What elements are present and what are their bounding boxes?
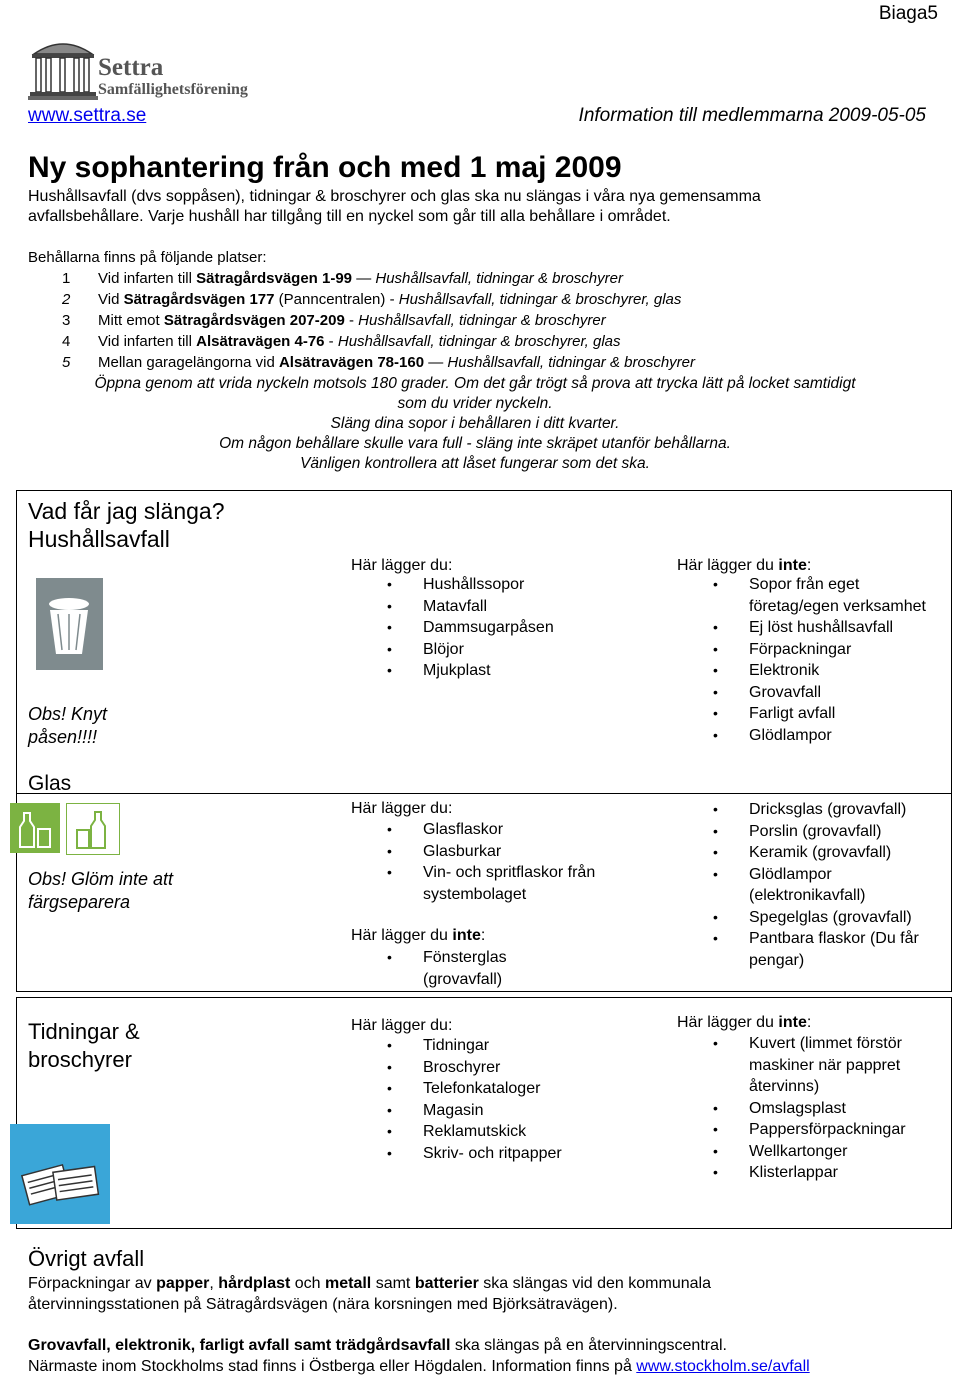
- glass-note: Obs! Glöm inte att färgseparera: [28, 869, 174, 912]
- list-item: • Grovavfall: [677, 682, 937, 704]
- website-link[interactable]: www.settra.se: [28, 105, 147, 126]
- stockholm-avfall-link[interactable]: www.stockholm.se/avfall: [636, 1358, 810, 1375]
- list-item: • Skriv- och ritpapper: [351, 1143, 621, 1165]
- paper-yes-list: [351, 1035, 621, 1164]
- list-item: • Mjukplast: [351, 660, 631, 682]
- list-item: • Glasflaskor: [351, 819, 621, 841]
- list-item: • Omslagsplast: [677, 1098, 947, 1120]
- household-no-list: [677, 574, 937, 746]
- location-item: 1 Vid infarten till Sätragårdsvägen 1-99 — Hushållsavfall, tidningar & broschyrer: [62, 270, 623, 287]
- glass-no-inline-list: [351, 947, 551, 990]
- locations-heading: Behållarna finns på följande platser:: [28, 249, 267, 266]
- glass-title: Glas: [28, 772, 72, 795]
- glass-no-list: [677, 799, 937, 971]
- newspaper-icon: [10, 1124, 110, 1224]
- household-note: Obs! Knyt påsen!!!!: [28, 704, 108, 747]
- glass-no-heading-inline: Här lägger du inte:: [351, 927, 486, 944]
- list-item: • Broschyrer: [351, 1057, 621, 1079]
- sorting-question: Vad får jag slänga?: [28, 498, 225, 524]
- list-item: • Glödlampor: [677, 725, 937, 747]
- paper-title: Tidningar & broschyrer: [28, 1019, 140, 1072]
- list-item: • Blöjor: [351, 639, 631, 661]
- list-item: • Glödlampor (elektronikavfall): [677, 864, 937, 907]
- trash-can-icon: [36, 578, 103, 670]
- household-no-heading: Här lägger du inte:: [677, 557, 812, 574]
- other-title: Övrigt avfall: [28, 1246, 145, 1271]
- intro-line-2: avfallsbehållare. Varje hushåll har tillgång till en nyckel som går till alla behållare i området.: [28, 208, 671, 225]
- paper-no-heading: Här lägger du inte:: [677, 1014, 812, 1031]
- list-item: • Pappersförpackningar: [677, 1119, 947, 1141]
- list-item: • Reklamutskick: [351, 1121, 621, 1143]
- instructions: Öppna genom att vrida nyckeln motsols 180 grader. Om det går trögt så prova att trycka lätt på locket samtidigt som du vrider nyckeln. Släng dina sopor i behållaren i ditt kvarter. Om någon behållare skulle vara full - släng inte skräpet utanför behållarna. Vänligen kontrollera att låset fungerar som det ska.: [94, 375, 856, 472]
- list-item: • Tidningar: [351, 1035, 621, 1057]
- list-item: • Sopor från eget företag/egen verksamhet: [677, 574, 937, 617]
- logo-name: Settra: [98, 54, 164, 81]
- intro-line-1: Hushållsavfall (dvs soppåsen), tidningar & broschyrer och glas ska nu slängas i våra nya gemensamma: [28, 188, 761, 205]
- settra-logo: [28, 32, 268, 104]
- location-item: 4 Vid infarten till Alsätravägen 4-76 - Hushållsavfall, tidningar & broschyrer, glas: [62, 333, 621, 350]
- glass-yes-heading: Här lägger du:: [351, 800, 453, 817]
- list-item: • Glasburkar: [351, 841, 621, 863]
- list-item: • Ej löst hushållsavfall: [677, 617, 937, 639]
- list-item: • Farligt avfall: [677, 703, 937, 725]
- household-title: Hushållsavfall: [28, 526, 170, 552]
- list-item: • Keramik (grovavfall): [677, 842, 937, 864]
- list-item: • Porslin (grovavfall): [677, 821, 937, 843]
- list-item: • Dricksglas (grovavfall): [677, 799, 937, 821]
- paper-yes-heading: Här lägger du:: [351, 1017, 453, 1034]
- list-item: • Dammsugarpåsen: [351, 617, 631, 639]
- other-paragraph-1: Förpackningar av papper, hårdplast och metall samt batterier ska slängas vid den kommunala återvinningsstationen på Sätragårdsvägen (nära korsningen med Björksätravägen).: [28, 1275, 711, 1313]
- list-item: • Wellkartonger: [677, 1141, 947, 1163]
- other-paragraph-2: Grovavfall, elektronik, farligt avfall samt trädgårdsavfall ska slängas på en återvinningscentral. Närmaste inom Stockholms stad finns i Östberga eller Högdalen. Information finns på www.stockholm.se/avfall: [28, 1337, 810, 1375]
- list-item: • Kuvert (limmet förstör maskiner när pappret återvinns): [677, 1033, 947, 1098]
- info-line: Information till medlemmarna 2009-05-05: [578, 105, 926, 126]
- appendix-label: Biaga5: [878, 3, 938, 24]
- location-item: 3 Mitt emot Sätragårdsvägen 207-209 - Hushållsavfall, tidningar & broschyrer: [62, 312, 606, 329]
- list-item: • Magasin: [351, 1100, 621, 1122]
- list-item: • Pantbara flaskor (Du får pengar): [677, 928, 937, 971]
- list-item: • Telefonkataloger: [351, 1078, 621, 1100]
- location-item: 2 Vid Sätragårdsvägen 177 (Panncentralen) - Hushållsavfall, tidningar & broschyrer, glas: [62, 291, 682, 308]
- location-item: 5 Mellan garagelängorna vid Alsätravägen 78-160 — Hushållsavfall, tidningar & broschyrer: [62, 354, 696, 371]
- list-item: • Förpackningar: [677, 639, 937, 661]
- list-item: • Klisterlappar: [677, 1162, 947, 1184]
- list-item: • Fönsterglas (grovavfall): [351, 947, 551, 990]
- list-item: • Spegelglas (grovavfall): [677, 907, 937, 929]
- glass-bottles-icon: [10, 803, 60, 853]
- glass-jars-icon: [66, 803, 120, 855]
- page-title: Ny sophantering från och med 1 maj 2009: [28, 151, 622, 184]
- list-item: • Elektronik: [677, 660, 937, 682]
- list-item: • Matavfall: [351, 596, 631, 618]
- list-item: • Hushållssopor: [351, 574, 631, 596]
- pavilion-logo-icon: [28, 32, 98, 104]
- household-yes-list: [351, 574, 631, 682]
- household-yes-heading: Här lägger du:: [351, 557, 453, 574]
- list-item: • Vin- och spritflaskor från systembolaget: [351, 862, 621, 905]
- glass-yes-list: [351, 819, 621, 905]
- paper-no-list: [677, 1033, 947, 1184]
- logo-subtitle: Samfällighetsförening: [98, 81, 248, 98]
